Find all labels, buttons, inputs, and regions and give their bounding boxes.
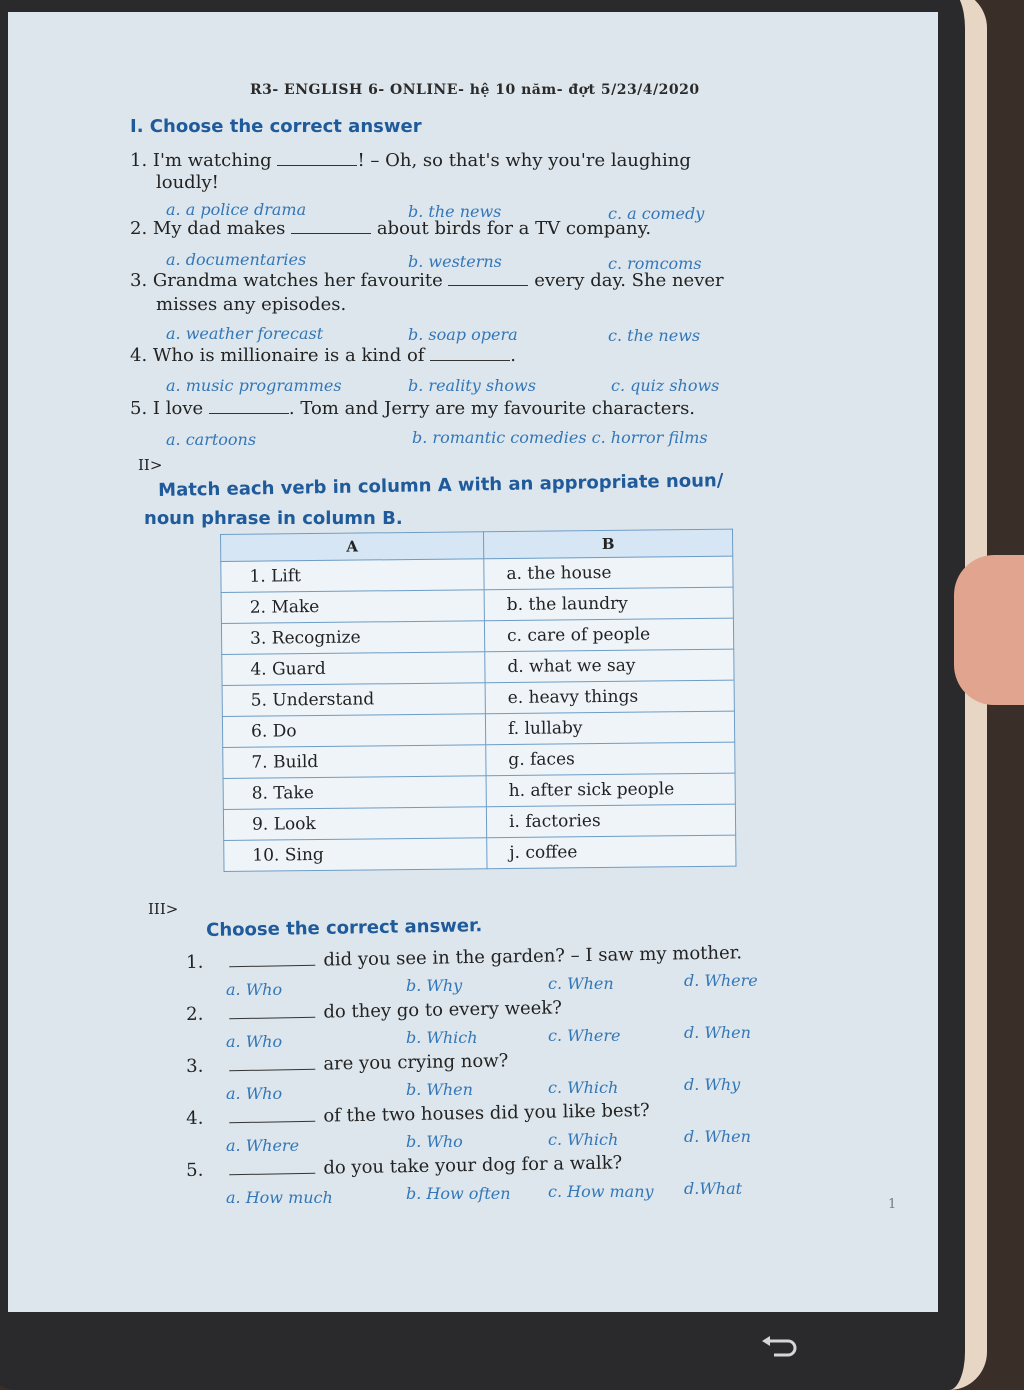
s3-q3-option-a[interactable]: a. Who (226, 1084, 283, 1103)
s3-q3-option-d[interactable]: d. Why (684, 1074, 741, 1094)
s3-q1-option-d[interactable]: d. Where (684, 970, 758, 990)
s1-q1-option-c[interactable]: c. a comedy (608, 204, 705, 223)
s1-question-5: 5. I love . Tom and Jerry are my favourite characters. (130, 398, 696, 419)
s1-q2-option-b[interactable]: b. westerns (408, 252, 502, 271)
s1-q4-option-a[interactable]: a. music programmes (166, 376, 342, 395)
s1-q5-option-b[interactable]: b. romantic comedies c. horror films (412, 428, 708, 447)
worksheet-header: R3- ENGLISH 6- ONLINE- hệ 10 năm- đợt 5/23/4/2020 (250, 82, 700, 98)
table-row (224, 835, 736, 871)
finger (954, 555, 1024, 705)
s3-q4-option-c[interactable]: c. Which (548, 1129, 619, 1149)
s3-question-3: 3. are you crying now? (186, 1050, 509, 1077)
s3-q2-option-c[interactable]: c. Where (548, 1025, 621, 1045)
s3-question-1: 1. did you see in the garden? – I saw my mother. (186, 942, 743, 973)
s3-q5-option-b[interactable]: b. How often (406, 1184, 511, 1204)
s3-question-5: 5. do you take your dog for a walk? (186, 1152, 623, 1181)
column-a-cell: 2. Make (221, 590, 484, 624)
column-a-cell: 10. Sing (224, 838, 487, 872)
s1-q3-option-a[interactable]: a. weather forecast (166, 324, 324, 343)
column-a-cell: 6. Do (222, 714, 485, 748)
s1-q5-option-a[interactable]: a. cartoons (166, 430, 257, 449)
column-a-cell: 7. Build (223, 745, 486, 779)
answer-blank[interactable] (430, 360, 510, 361)
s3-q3-option-c[interactable]: c. Which (548, 1077, 619, 1097)
column-b-header: B (483, 529, 732, 559)
worksheet-page (8, 12, 938, 1312)
section2-title-line1: Match each verb in column A with an appropriate noun/ (158, 470, 724, 501)
s3-q1-option-c[interactable]: c. When (548, 973, 614, 993)
s1-q3-option-c[interactable]: c. the news (608, 326, 701, 345)
s3-q5-option-c[interactable]: c. How many (548, 1181, 654, 1201)
answer-blank[interactable] (277, 165, 357, 166)
section3-number: III> (148, 900, 179, 918)
s1-q1-option-a[interactable]: a. a police drama (166, 200, 307, 219)
screen (8, 12, 938, 1312)
s3-q3-option-b[interactable]: b. When (406, 1080, 473, 1100)
column-b-cell: h. after sick people (486, 773, 735, 807)
s3-q2-option-b[interactable]: b. Which (406, 1028, 478, 1048)
s3-q5-option-a[interactable]: a. How much (226, 1188, 333, 1207)
section1-title: I. Choose the correct answer (130, 116, 422, 137)
s3-q1-option-a[interactable]: a. Who (226, 980, 283, 999)
s1-question-4: 4. Who is millionaire is a kind of . (130, 345, 516, 366)
column-a-cell: 1. Lift (221, 559, 484, 593)
s1-question-2: 2. My dad makes about birds for a TV company. (130, 218, 652, 239)
s3-q1-option-b[interactable]: b. Why (406, 976, 463, 996)
s3-q4-option-a[interactable]: a. Where (226, 1136, 300, 1155)
column-a-cell: 4. Guard (222, 652, 485, 686)
column-b-cell: c. care of people (484, 618, 733, 652)
s1-q3-line2: misses any episodes. (156, 294, 347, 315)
answer-blank[interactable] (229, 1121, 315, 1124)
answer-blank[interactable] (448, 285, 528, 286)
s1-question-1: 1. I'm watching ! – Oh, so that's why you're laughing (130, 150, 691, 171)
column-b-cell: a. the house (484, 556, 733, 590)
section3-title: Choose the correct answer. (206, 915, 483, 941)
column-b-cell: i. factories (486, 804, 735, 838)
s3-q2-option-d[interactable]: d. When (684, 1022, 751, 1042)
s3-question-4: 4. of the two houses did you like best? (186, 1099, 650, 1129)
s1-q1-line2: loudly! (156, 172, 219, 193)
column-a-cell: 9. Look (223, 807, 486, 841)
column-b-cell: g. faces (486, 742, 735, 776)
answer-blank[interactable] (229, 1017, 315, 1020)
answer-blank[interactable] (209, 413, 289, 414)
column-b-cell: d. what we say (485, 649, 734, 683)
answer-blank[interactable] (229, 965, 315, 968)
s3-q5-option-d[interactable]: d.What (684, 1178, 743, 1198)
s3-q2-option-a[interactable]: a. Who (226, 1032, 283, 1051)
s1-q2-option-c[interactable]: c. romcoms (608, 254, 702, 273)
column-b-cell: b. the laundry (484, 587, 733, 621)
s3-q4-option-b[interactable]: b. Who (406, 1132, 463, 1152)
s3-q4-option-d[interactable]: d. When (684, 1126, 751, 1146)
column-a-header: A (221, 532, 484, 562)
s1-q4-option-c[interactable]: c. quiz shows (611, 376, 720, 395)
s1-q2-option-a[interactable]: a. documentaries (166, 250, 307, 269)
column-a-cell: 5. Understand (222, 683, 485, 717)
answer-blank[interactable] (229, 1069, 315, 1072)
column-b-cell: f. lullaby (485, 711, 734, 745)
column-b-cell: j. coffee (487, 835, 736, 869)
match-table (220, 529, 737, 872)
s1-q3-option-b[interactable]: b. soap opera (408, 325, 518, 344)
answer-blank[interactable] (291, 233, 371, 234)
column-a-cell: 3. Recognize (221, 621, 484, 655)
s1-question-3: 3. Grandma watches her favourite every day. She never (130, 270, 724, 291)
s1-q4-option-b[interactable]: b. reality shows (408, 376, 536, 395)
back-arrow-icon[interactable] (760, 1335, 800, 1357)
column-a-cell: 8. Take (223, 776, 486, 810)
answer-blank[interactable] (229, 1173, 315, 1176)
page-number: 1 (888, 1197, 897, 1212)
section2-title-line2: noun phrase in column B. (144, 508, 403, 529)
s1-q1-option-b[interactable]: b. the news (408, 202, 502, 221)
s3-question-2: 2. do they go to every week? (186, 997, 563, 1025)
column-b-cell: e. heavy things (485, 680, 734, 714)
section2-number: II> (138, 456, 163, 474)
